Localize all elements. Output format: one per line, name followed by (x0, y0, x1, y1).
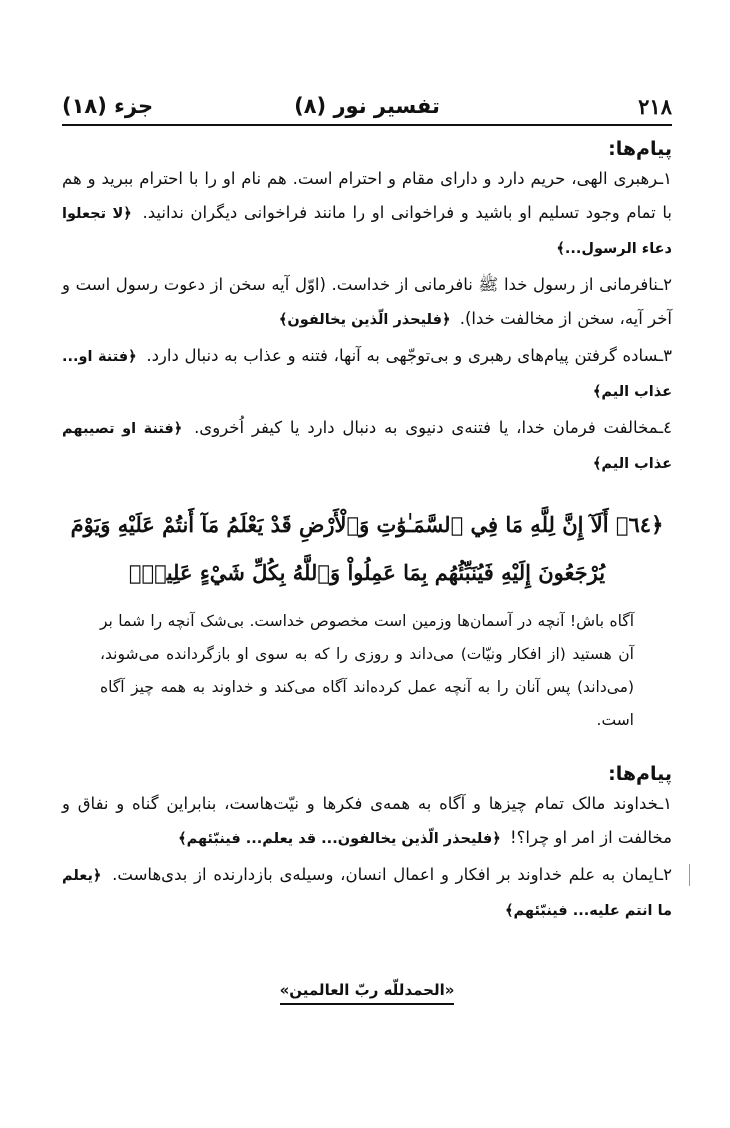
message-item (62, 162, 672, 266)
item-number: ٤ـ (658, 418, 672, 437)
margin-mark (689, 864, 690, 886)
item-number: ۱ـ (658, 794, 672, 813)
page-number: ۲۱۸ (638, 94, 672, 119)
quran-quote: ﴿فتنة او تصیبهم عذاب الیم﴾ (62, 421, 672, 472)
verse-arabic: ﴿٦٤﴾ أَلَآ إِنَّ لِلَّهِ مَا فِي ٱلسَّمَـٰوَٰتِ وَٱلْأَرْضِ قَدْ يَعْلَمُ مَآ أَنتُمْ عَلَيْهِ وَيَوْمَ يُرْجَعُونَ إِلَيْهِ فَيُنَبِّئُهُم بِمَا عَمِلُواْ وَٱللَّهُ بِكُلِّ شَيْءٍ عَلِيمُۢ (70, 512, 664, 585)
closing-phrase (62, 980, 672, 999)
book-title: تفسیر نور (۸) (294, 94, 440, 118)
quran-quote: ﴿فلیحذر الّذین یخالفون﴾ (278, 312, 451, 328)
closing-text: «الحمدللّه ربّ العالمین» (280, 981, 455, 1005)
item-number: ۲ـ (658, 275, 672, 294)
item-text: مخالفت فرمان خدا، یا فتنه‌ی دنیوی به دنبال دارد یا کیفر اُخروی. (194, 418, 659, 437)
verse-translation: آگاه باش! آنچه در آسمان‌ها وزمین است مخصوص خداست. بی‌شک آنچه را شما بر آن هستید (از افکار ونیّات) می‌داند و روزی را که به سوی او بازگردانده می‌شوند، (می‌داند) پس آنان را به آنچه عمل کرده‌اند آگاه می‌کند و خداوند به همه چیز آگاه است. (100, 612, 634, 729)
section-title: پیام‌ها: (608, 138, 672, 160)
quran-quote: ﴿یعلم ما انتم علیه... فینبّئهم﴾ (62, 868, 672, 919)
quran-quote: ﴿فتنة او... عذاب الیم﴾ (62, 349, 672, 400)
item-text: خداوند مالک تمام چیزها و آگاه به همه‌ی فکرها و نیّت‌هاست، بنابراین گناه و نفاق و مخالفت از امر او چرا؟! (62, 794, 672, 847)
item-number: ۲ـ (658, 865, 672, 884)
message-item (62, 268, 672, 337)
item-text: ساده گرفتن پیام‌های رهبری و بی‌توجّهی به آنها، فتنه و عذاب به دنبال دارد. (146, 346, 659, 365)
page-header (62, 88, 672, 126)
item-text: ایمان به علم خداوند بر افکار و اعمال انسان، وسیله‌ی بازدارنده از بدی‌هاست. (112, 865, 659, 884)
item-number: ۳ـ (658, 346, 672, 365)
item-text: نافرمانی از رسول خدا ﷺ نافرمانی از خداست. (اوّل آیه سخن از دعوت رسول است و آخر آیه، سخن از مخالفت خدا). (62, 275, 672, 328)
message-item (62, 411, 672, 481)
section-title: پیام‌ها: (608, 763, 672, 785)
part-label: جزء (۱۸) (62, 94, 154, 118)
item-text: رهبری الهی، حریم دارد و دارای مقام و احترام است. هم نام او را با احترام ببرید و هم با تمام وجود تسلیم او باشید و فراخوانی او را مانند فراخوانی دیگران ندانید. (62, 169, 673, 222)
message-item (62, 339, 672, 409)
page-content (62, 88, 672, 999)
quran-quote: ﴿لا تجعلوا دعاء الرسول...﴾ (62, 206, 672, 257)
message-item (62, 787, 672, 856)
message-item (62, 858, 672, 928)
quran-quote: ﴿فلیحذر الّذین یخالفون... قد یعلم... فینبّئهم﴾ (178, 831, 501, 847)
item-number: ۱ـ (658, 169, 672, 188)
